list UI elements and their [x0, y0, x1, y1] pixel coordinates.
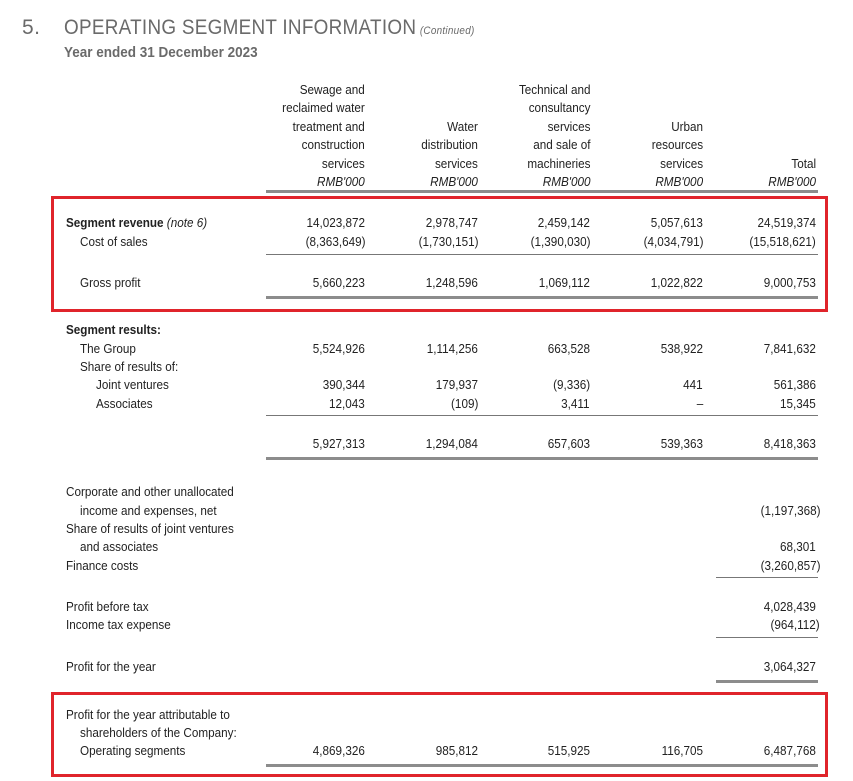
label-finance-costs: Finance costs — [66, 558, 139, 573]
cell: (1,730,151) — [418, 234, 478, 249]
label-attrib-2: shareholders of the Company: — [80, 725, 237, 740]
col-head-line: machineries — [526, 155, 590, 171]
total-rule — [266, 457, 818, 460]
note-ref: (note 6) — [166, 215, 208, 230]
col-unit: RMB'000 — [430, 174, 478, 190]
label-share-jv-1: Share of results of joint ventures — [66, 521, 234, 536]
cell: 24,519,374 — [757, 215, 816, 230]
cell: 390,344 — [322, 377, 365, 392]
cell: 179,937 — [435, 377, 478, 392]
cell: (1,197,368) — [760, 503, 820, 518]
column-header-sewage — [282, 81, 365, 191]
col-unit: RMB'000 — [317, 174, 365, 190]
cell: 1,114,256 — [426, 341, 478, 356]
cell: (1,390,030) — [530, 234, 590, 249]
label-the-group: The Group — [80, 341, 136, 356]
cell: 985,812 — [435, 743, 478, 758]
col-head-line: services — [660, 155, 703, 171]
col-head-line: construction — [301, 137, 365, 153]
highlight-box-attributable — [51, 692, 828, 777]
subtotal-rule — [266, 415, 818, 416]
subtotal-rule — [716, 577, 818, 578]
label-operating-segments: Operating segments — [80, 743, 186, 758]
label-corporate-1: Corporate and other unallocated — [66, 484, 234, 499]
cell: 657,603 — [547, 436, 590, 451]
cell: 441 — [683, 377, 703, 392]
col-unit: RMB'000 — [542, 174, 590, 190]
highlight-box-revenue — [51, 196, 828, 312]
cell: 12,043 — [329, 396, 365, 411]
cell: 2,459,142 — [537, 215, 590, 230]
cell: 2,978,747 — [425, 215, 478, 230]
cell: (9,336) — [552, 377, 590, 392]
col-head-line: services — [547, 118, 590, 134]
column-header-water — [421, 118, 478, 192]
cell: 8,418,363 — [763, 436, 816, 451]
col-head-line: services — [435, 155, 478, 171]
cell: 3,411 — [561, 396, 590, 411]
label-profit-year: Profit for the year — [66, 659, 156, 674]
label-attrib-1: Profit for the year attributable to — [66, 707, 230, 722]
section-number: 5. — [22, 16, 41, 39]
label-profit-before-tax: Profit before tax — [66, 599, 149, 614]
continued-note: (Continued) — [419, 25, 475, 37]
cell: 515,925 — [547, 743, 590, 758]
cell: (109) — [450, 396, 478, 411]
col-head-line: resources — [651, 137, 703, 153]
col-head-line: services — [322, 155, 365, 171]
cell: 5,927,313 — [312, 436, 365, 451]
cell: 5,057,613 — [650, 215, 703, 230]
cell: 1,069,112 — [538, 275, 590, 290]
cell: 5,660,223 — [312, 275, 365, 290]
col-head-line: distribution — [421, 137, 478, 153]
col-head-line: Water — [447, 119, 478, 134]
cell: 14,023,872 — [306, 215, 365, 230]
cell: 5,524,926 — [312, 341, 365, 356]
cell: 15,345 — [780, 396, 816, 411]
label-segment-results: Segment results: — [66, 322, 161, 337]
section-title — [64, 16, 475, 40]
col-head-line: consultancy — [528, 100, 590, 116]
cell: 7,841,632 — [763, 341, 816, 356]
label-share-of-results: Share of results of: — [80, 359, 179, 374]
cell: – — [696, 396, 703, 411]
cell: 6,487,768 — [763, 743, 816, 758]
cell: 1,294,084 — [425, 436, 478, 451]
cell: (3,260,857) — [760, 558, 820, 573]
label-cost-of-sales: Cost of sales — [80, 234, 148, 249]
label-joint-ventures: Joint ventures — [96, 377, 169, 392]
column-header-urban — [652, 118, 703, 192]
cell: 663,528 — [547, 341, 590, 356]
cell: 116,705 — [661, 743, 703, 758]
column-header-total — [768, 155, 816, 192]
cell: (15,518,621) — [749, 234, 816, 249]
segment-revenue-text: Segment revenue — [66, 215, 164, 230]
cell: 539,363 — [660, 436, 703, 451]
section-title-text: OPERATING SEGMENT INFORMATION — [64, 16, 417, 39]
cell: (964,112) — [770, 617, 820, 632]
label-gross-profit: Gross profit — [80, 275, 141, 290]
col-head-line: treatment and — [292, 118, 365, 134]
cell: 561,386 — [773, 377, 816, 392]
cell: (8,363,649) — [305, 234, 365, 249]
col-head-line: Sewage and — [299, 82, 365, 97]
col-head-line: Total — [791, 156, 816, 171]
cell: 9,000,753 — [763, 275, 816, 290]
cell: 3,064,327 — [763, 659, 816, 674]
total-rule — [716, 680, 818, 683]
cell: 4,028,439 — [763, 599, 816, 614]
header-rule — [266, 190, 818, 193]
col-head-line: and sale of — [532, 137, 590, 153]
cell: 1,248,596 — [425, 275, 478, 290]
col-head-line: Technical and — [518, 82, 590, 97]
label-corporate-2: income and expenses, net — [80, 503, 217, 518]
label-share-jv-2: and associates — [80, 539, 159, 554]
col-head-line: reclaimed water — [282, 100, 365, 116]
cell: 4,869,326 — [312, 743, 365, 758]
section-subtitle: Year ended 31 December 2023 — [64, 44, 258, 61]
col-head-line: Urban — [671, 119, 703, 134]
cell: (4,034,791) — [643, 234, 703, 249]
label-income-tax: Income tax expense — [66, 617, 171, 632]
col-unit: RMB'000 — [655, 174, 703, 190]
subtotal-rule — [716, 637, 818, 638]
cell: 1,022,822 — [650, 275, 703, 290]
cell: 538,922 — [660, 341, 703, 356]
column-header-technical — [518, 81, 590, 191]
cell: 68,301 — [780, 539, 816, 554]
label-associates: Associates — [96, 396, 153, 411]
col-unit: RMB'000 — [768, 174, 816, 190]
